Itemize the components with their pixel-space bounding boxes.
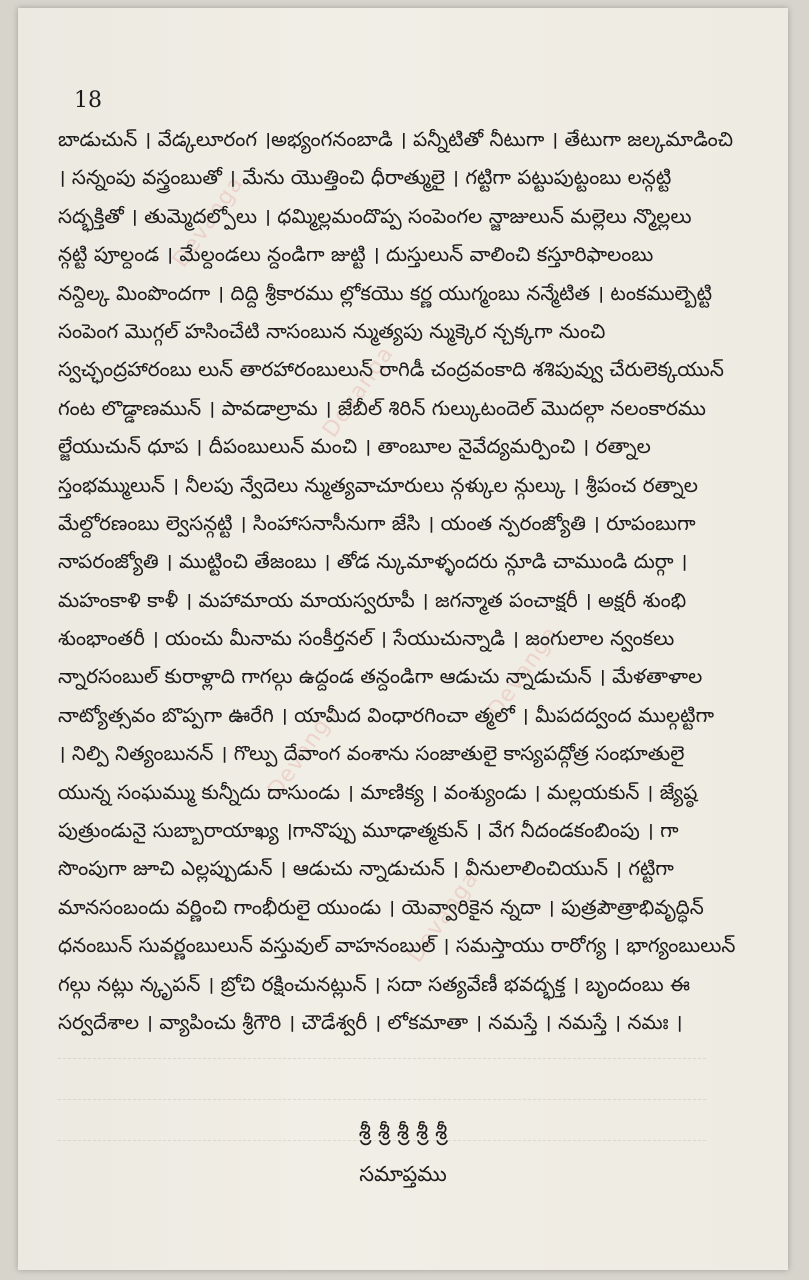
bleed-through-line xyxy=(58,1024,706,1059)
page-number: 18 xyxy=(74,88,102,113)
bleed-through-line xyxy=(58,1065,706,1100)
text-line: సద్భక్తితో । తుమ్మెదల్పోలు । ధమ్మిల్లమందొప్ప సంపెంగల న్జాజులున్ మల్లెలు న్మొల్లలు xyxy=(58,203,692,228)
text-line: బాడుచున్ । వేడ్కలూరంగ ।అభ్యంగనంబాడి । పన్నీటితో నీటుగా । తేటుగా జల్కమాడించి xyxy=(58,127,734,151)
text-line: మేల్దోరణంబు ల్వెసన్గట్టి । సింహాసనాసీనుగా జేసి । యంత న్పరంజ్యోతి । రూపంబుగా xyxy=(58,510,696,535)
closing-end-text: సమాప్తము xyxy=(359,1162,447,1186)
text-line: శుంభాంతరీ । యంచు మీనామ సంకీర్తనల్ । సేయుచున్నాడి । జంగులాల న్వంకలు xyxy=(58,626,675,651)
closing-stars: శ్రీ శ్రీ శ్రీ శ్రీ శ్రీ xyxy=(358,1120,448,1145)
watermark: Devanga xyxy=(403,866,484,968)
text-line: । నిల్పి నిత్యంబునన్ । గొల్పు దేవాంగ వంశాను సంజాతులై కాస్యపద్గోత్ర సంభూతులై xyxy=(58,741,685,766)
text-line: స్తంభమ్ములున్ । నీలపు న్వేదెలు న్ముత్యవాచూరులు న్గళ్కుల న్గుల్కు । శ్రీపంచ రత్నాల xyxy=(58,472,698,497)
text-line: నన్దిల్క మింపొందగా । దిద్ది శ్రీకారము ల్లోకయొ కర్ణ యుగ్మంబు నన్మేటిత । టంకముల్బెట్టి xyxy=(58,280,713,305)
watermark: Devanga xyxy=(483,621,564,723)
book-page xyxy=(18,8,788,1270)
text-line: పుత్రుండునై సుబ్బారాయాఖ్య ।గానొప్పు మూఢాత్మకున్ । వేగ నీదండకంబింపు । గా xyxy=(58,818,679,843)
text-line: । సన్నంపు వస్త్రంబుతో । మేను యొత్తించి ధీరాత్ములై । గట్టిగా పట్టుపుట్టంబు లన్గట్టి xyxy=(58,165,672,190)
text-line: సంపెంగ మొగ్గల్ హసించేటి నాసంబున న్ముత్యపు న్ముక్కెర న్చక్కగా నుంచి xyxy=(58,318,606,343)
text-line: న్గట్టి పూల్దండ । మేల్దండలు న్దండిగా జుట్టి । దుస్తులున్ వాలించి కస్తూరిఫాలంబు xyxy=(58,242,654,267)
text-line: ధనంబున్ సువర్ణంబులున్ వస్తువుల్ వాహనంబుల్ । సమస్తాయు రారోగ్య । భాగ్యంబులున్ xyxy=(58,933,736,958)
watermark: Devanga xyxy=(263,701,344,803)
page-body-text xyxy=(58,120,778,1041)
text-line: నాట్యోత్సవం బొప్పగా ఊరేగి । యామీద వింధారగించా త్మలో । మీపదద్వంద ముల్గట్టిగా xyxy=(58,702,715,727)
text-line: సర్వదేశాల । వ్యాపించు శ్రీగౌరి । చౌడేశ్వరీ । లోకమాతా । నమస్తే । నమస్తే । నమః । xyxy=(58,1009,683,1034)
text-line: న్నారసంబుల్ కురాళ్లాది గాగల్గు ఉద్దండ తన్దండిగా ఆడుచు న్నాడుచున్ । మేళతాళాల xyxy=(58,664,703,689)
text-line: ల్జేయుచున్ ధూప । దీపంబులున్ మంచి । తాంబూల నైవేద్యమర్పించి । రత్నాల xyxy=(58,434,651,459)
text-line: సొంపుగా జూచి ఎల్లప్పుడున్ । ఆడుచు న్నాడుచున్ । వీనులాలించియున్ । గట్టిగా xyxy=(58,856,674,881)
text-line: గల్గు నట్లు న్కృపన్ । బ్రోచి రక్షించునట్లున్ । సదా సత్యవేణీ భవద్భక్త । బృందంబు ఈ xyxy=(58,971,690,996)
text-line: మహంకాళి కాళీ । మహామాయ మాయస్వరూపీ । జగన్మాత పంచాక్షరీ । అక్షరీ శుంభి xyxy=(58,587,687,612)
watermark: Devanga xyxy=(318,341,399,443)
text-line: మానసంబందు వర్ణించి గాంభీరులై యుండు । యెవ్వారికైన న్నదా । పుత్రపౌత్రాభివృద్ధిన్ xyxy=(58,894,704,919)
watermark: Devanga xyxy=(168,171,249,273)
text-line: నాపరంజ్యోతి । ముట్టించి తేజంబు । తోడ న్కుమాళ్ళందరు న్గూడి చాముండి దుర్గా । xyxy=(58,549,688,574)
text-line: స్వచ్ఛంద్రహారంబు లున్ తారహారంబులున్ రాగిడీ చంద్రవంకాది శశిపువ్వు చేరులెక్కయున్ xyxy=(58,357,724,382)
text-line: యున్న సంఘమ్ము కున్నీదు దాసుండు । మాణిక్య । వంశ్యుండు । మల్లయకున్ । జ్యేష్ఠ xyxy=(58,779,698,804)
text-line: గంట లొడ్డాణమున్ । పావడాల్రామ । జేబీల్ శిరిన్ గుల్కుటందెల్ మొదల్గా నలంకారము xyxy=(58,395,706,420)
